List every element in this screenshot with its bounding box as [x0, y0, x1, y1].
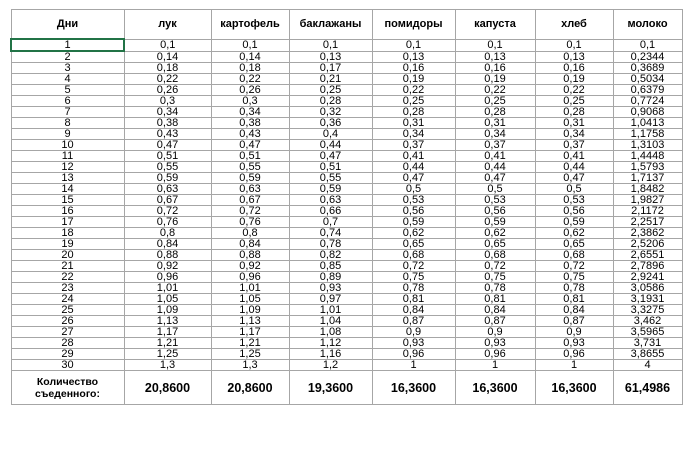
value-cell[interactable]: 0,34: [372, 129, 455, 140]
value-cell[interactable]: 0,76: [124, 217, 211, 228]
value-cell[interactable]: 0,31: [372, 118, 455, 129]
value-cell[interactable]: 1,25: [124, 349, 211, 360]
value-cell[interactable]: 0,75: [535, 272, 613, 283]
day-cell[interactable]: 25: [11, 305, 124, 316]
value-cell[interactable]: 0,28: [455, 107, 535, 118]
day-cell[interactable]: 20: [11, 250, 124, 261]
day-cell[interactable]: 18: [11, 228, 124, 239]
value-cell[interactable]: 0,67: [124, 195, 211, 206]
table-row: [11, 272, 682, 283]
value-cell[interactable]: 3,1931: [613, 294, 682, 305]
value-cell[interactable]: 0,14: [124, 51, 211, 63]
table-row: [11, 162, 682, 173]
table-row: [11, 206, 682, 217]
value-cell[interactable]: 0,1: [613, 39, 682, 51]
day-cell[interactable]: 26: [11, 316, 124, 327]
value-cell[interactable]: 0,55: [124, 162, 211, 173]
value-cell[interactable]: 0,25: [455, 96, 535, 107]
value-cell[interactable]: 0,2344: [613, 51, 682, 63]
value-cell[interactable]: 0,7: [289, 217, 372, 228]
day-cell[interactable]: 10: [11, 140, 124, 151]
value-cell[interactable]: 0,25: [372, 96, 455, 107]
day-cell[interactable]: 1: [11, 39, 124, 51]
value-cell[interactable]: 0,51: [211, 151, 289, 162]
value-cell[interactable]: 0,25: [289, 85, 372, 96]
value-cell[interactable]: 0,22: [535, 85, 613, 96]
day-cell[interactable]: 4: [11, 74, 124, 85]
total-milk[interactable]: 61,4986: [613, 371, 682, 405]
value-cell[interactable]: 0,3689: [613, 63, 682, 74]
value-cell[interactable]: 0,55: [289, 173, 372, 184]
value-cell[interactable]: 0,78: [535, 283, 613, 294]
table-body: [11, 39, 682, 371]
table-row: [11, 294, 682, 305]
day-cell[interactable]: 3: [11, 63, 124, 74]
value-cell[interactable]: 1,3: [211, 360, 289, 371]
value-cell[interactable]: 1,16: [289, 349, 372, 360]
value-cell[interactable]: 0,32: [289, 107, 372, 118]
value-cell[interactable]: 0,34: [455, 129, 535, 140]
value-cell[interactable]: 0,1: [124, 39, 211, 51]
value-cell[interactable]: 0,28: [372, 107, 455, 118]
value-cell[interactable]: 0,47: [455, 173, 535, 184]
day-cell[interactable]: 27: [11, 327, 124, 338]
value-cell[interactable]: 0,72: [455, 261, 535, 272]
value-cell[interactable]: 0,6379: [613, 85, 682, 96]
value-cell[interactable]: 1: [535, 360, 613, 371]
value-cell[interactable]: 0,93: [372, 338, 455, 349]
value-cell[interactable]: 0,65: [372, 239, 455, 250]
table-row: [11, 228, 682, 239]
value-cell[interactable]: 2,2517: [613, 217, 682, 228]
value-cell[interactable]: 1,9827: [613, 195, 682, 206]
value-cell[interactable]: 0,72: [124, 206, 211, 217]
value-cell[interactable]: 0,53: [455, 195, 535, 206]
value-cell[interactable]: 0,81: [535, 294, 613, 305]
value-cell[interactable]: 0,41: [372, 151, 455, 162]
value-cell[interactable]: 3,462: [613, 316, 682, 327]
value-cell[interactable]: 0,37: [535, 140, 613, 151]
value-cell[interactable]: 0,93: [535, 338, 613, 349]
table-row: [11, 239, 682, 250]
total-cabbage[interactable]: 16,3600: [455, 371, 535, 405]
value-cell[interactable]: 0,65: [455, 239, 535, 250]
value-cell[interactable]: 0,5: [372, 184, 455, 195]
value-cell[interactable]: 0,13: [455, 51, 535, 63]
value-cell[interactable]: 1,25: [211, 349, 289, 360]
value-cell[interactable]: 2,6551: [613, 250, 682, 261]
value-cell[interactable]: 0,22: [124, 74, 211, 85]
day-cell[interactable]: 16: [11, 206, 124, 217]
value-cell[interactable]: 0,63: [124, 184, 211, 195]
value-cell[interactable]: 1,05: [211, 294, 289, 305]
table-row: [11, 217, 682, 228]
total-eggplant[interactable]: 19,3600: [289, 371, 372, 405]
value-cell[interactable]: 0,62: [372, 228, 455, 239]
day-cell[interactable]: 17: [11, 217, 124, 228]
total-onion[interactable]: 20,8600: [124, 371, 211, 405]
value-cell[interactable]: 0,14: [211, 51, 289, 63]
day-cell[interactable]: 28: [11, 338, 124, 349]
day-cell[interactable]: 14: [11, 184, 124, 195]
value-cell[interactable]: 1,17: [211, 327, 289, 338]
value-cell[interactable]: 1,21: [124, 338, 211, 349]
header-row: [11, 10, 682, 40]
value-cell[interactable]: 1,4448: [613, 151, 682, 162]
value-cell[interactable]: 0,78: [372, 283, 455, 294]
value-cell[interactable]: 0,47: [372, 173, 455, 184]
value-cell[interactable]: 0,84: [372, 305, 455, 316]
table-row: [11, 173, 682, 184]
value-cell[interactable]: 0,51: [289, 162, 372, 173]
value-cell[interactable]: 0,26: [124, 85, 211, 96]
value-cell[interactable]: 0,74: [289, 228, 372, 239]
value-cell[interactable]: 2,7896: [613, 261, 682, 272]
value-cell[interactable]: 0,43: [124, 129, 211, 140]
value-cell[interactable]: 0,7724: [613, 96, 682, 107]
value-cell[interactable]: 0,87: [535, 316, 613, 327]
table-row: [11, 107, 682, 118]
day-cell[interactable]: 21: [11, 261, 124, 272]
header-cell-potato[interactable]: картофель: [211, 10, 289, 40]
day-cell[interactable]: 11: [11, 151, 124, 162]
value-cell[interactable]: 4: [613, 360, 682, 371]
value-cell[interactable]: 0,84: [455, 305, 535, 316]
value-cell[interactable]: 0,37: [455, 140, 535, 151]
value-cell[interactable]: 0,3: [124, 96, 211, 107]
value-cell[interactable]: 0,59: [455, 217, 535, 228]
value-cell[interactable]: 0,56: [455, 206, 535, 217]
value-cell[interactable]: 1,05: [124, 294, 211, 305]
value-cell[interactable]: 1,12: [289, 338, 372, 349]
value-cell[interactable]: 0,59: [289, 184, 372, 195]
value-cell[interactable]: 0,89: [289, 272, 372, 283]
value-cell[interactable]: 0,66: [289, 206, 372, 217]
value-cell[interactable]: 2,9241: [613, 272, 682, 283]
value-cell[interactable]: 1,04: [289, 316, 372, 327]
value-cell[interactable]: 0,26: [211, 85, 289, 96]
value-cell[interactable]: 0,3: [211, 96, 289, 107]
value-cell[interactable]: 0,51: [124, 151, 211, 162]
value-cell[interactable]: 0,85: [289, 261, 372, 272]
value-cell[interactable]: 0,13: [372, 51, 455, 63]
value-cell[interactable]: 0,88: [211, 250, 289, 261]
value-cell[interactable]: 0,41: [455, 151, 535, 162]
value-cell[interactable]: 0,59: [372, 217, 455, 228]
value-cell[interactable]: 0,28: [289, 96, 372, 107]
value-cell[interactable]: 0,22: [211, 74, 289, 85]
value-cell[interactable]: 0,47: [211, 140, 289, 151]
total-tomato[interactable]: 16,3600: [372, 371, 455, 405]
value-cell[interactable]: 0,55: [211, 162, 289, 173]
value-cell[interactable]: 0,41: [535, 151, 613, 162]
value-cell[interactable]: 0,47: [124, 140, 211, 151]
day-cell[interactable]: 8: [11, 118, 124, 129]
table-row: [11, 283, 682, 294]
day-cell[interactable]: 13: [11, 173, 124, 184]
header-cell-onion[interactable]: лук: [124, 10, 211, 40]
value-cell[interactable]: 0,38: [124, 118, 211, 129]
value-cell[interactable]: 0,21: [289, 74, 372, 85]
value-cell[interactable]: 0,76: [211, 217, 289, 228]
value-cell[interactable]: 3,8655: [613, 349, 682, 360]
value-cell[interactable]: 0,5034: [613, 74, 682, 85]
value-cell[interactable]: 1,7137: [613, 173, 682, 184]
totals-label[interactable]: Количество съеденного:: [11, 371, 124, 405]
table-row: [11, 51, 682, 63]
value-cell[interactable]: 3,3275: [613, 305, 682, 316]
value-cell[interactable]: 0,88: [124, 250, 211, 261]
table-row: [11, 184, 682, 195]
value-cell[interactable]: 0,44: [372, 162, 455, 173]
day-cell[interactable]: 7: [11, 107, 124, 118]
value-cell[interactable]: 1,09: [124, 305, 211, 316]
value-cell[interactable]: 0,5: [455, 184, 535, 195]
header-cell-days[interactable]: Дни: [11, 10, 124, 40]
header-cell-cabbage[interactable]: капуста: [455, 10, 535, 40]
value-cell[interactable]: 0,38: [211, 118, 289, 129]
value-cell[interactable]: 0,17: [289, 63, 372, 74]
value-cell[interactable]: 0,9: [535, 327, 613, 338]
value-cell[interactable]: 0,9: [372, 327, 455, 338]
value-cell[interactable]: 0,72: [211, 206, 289, 217]
value-cell[interactable]: 0,22: [372, 85, 455, 96]
day-cell[interactable]: 15: [11, 195, 124, 206]
table-row: [11, 39, 682, 51]
value-cell[interactable]: 0,13: [535, 51, 613, 63]
day-cell[interactable]: 24: [11, 294, 124, 305]
value-cell[interactable]: 0,93: [455, 338, 535, 349]
value-cell[interactable]: 0,87: [455, 316, 535, 327]
value-cell[interactable]: 0,4: [289, 129, 372, 140]
value-cell[interactable]: 0,62: [535, 228, 613, 239]
value-cell[interactable]: 0,68: [455, 250, 535, 261]
value-cell[interactable]: 0,16: [535, 63, 613, 74]
table-row: [11, 85, 682, 96]
day-cell[interactable]: 12: [11, 162, 124, 173]
day-cell[interactable]: 6: [11, 96, 124, 107]
value-cell[interactable]: 1,09: [211, 305, 289, 316]
value-cell[interactable]: 1,5793: [613, 162, 682, 173]
value-cell[interactable]: 0,19: [372, 74, 455, 85]
total-bread[interactable]: 16,3600: [535, 371, 613, 405]
table-row: [11, 349, 682, 360]
table-row: [11, 305, 682, 316]
value-cell[interactable]: 0,47: [535, 173, 613, 184]
header-cell-tomato[interactable]: помидоры: [372, 10, 455, 40]
value-cell[interactable]: 0,5: [535, 184, 613, 195]
totals-row: [11, 371, 682, 405]
value-cell[interactable]: 1,0413: [613, 118, 682, 129]
header-cell-eggplant[interactable]: баклажаны: [289, 10, 372, 40]
value-cell[interactable]: 1,01: [289, 305, 372, 316]
value-cell[interactable]: 0,1: [455, 39, 535, 51]
value-cell[interactable]: 0,75: [455, 272, 535, 283]
header-cell-bread[interactable]: хлеб: [535, 10, 613, 40]
value-cell[interactable]: 0,62: [455, 228, 535, 239]
total-potato[interactable]: 20,8600: [211, 371, 289, 405]
day-cell[interactable]: 19: [11, 239, 124, 250]
value-cell[interactable]: 0,84: [211, 239, 289, 250]
value-cell[interactable]: 0,22: [455, 85, 535, 96]
day-cell[interactable]: 29: [11, 349, 124, 360]
value-cell[interactable]: 0,92: [211, 261, 289, 272]
value-cell[interactable]: 0,59: [124, 173, 211, 184]
table-row: [11, 140, 682, 151]
value-cell[interactable]: 0,67: [211, 195, 289, 206]
value-cell[interactable]: 0,37: [372, 140, 455, 151]
spreadsheet: [10, 9, 683, 405]
table-row: [11, 63, 682, 74]
value-cell[interactable]: 0,96: [372, 349, 455, 360]
value-cell[interactable]: 0,1: [372, 39, 455, 51]
value-cell[interactable]: 0,31: [455, 118, 535, 129]
value-cell[interactable]: 0,8: [124, 228, 211, 239]
value-cell[interactable]: 0,43: [211, 129, 289, 140]
value-cell[interactable]: 0,36: [289, 118, 372, 129]
value-cell[interactable]: 0,68: [535, 250, 613, 261]
day-cell[interactable]: 30: [11, 360, 124, 371]
value-cell[interactable]: 0,82: [289, 250, 372, 261]
day-cell[interactable]: 5: [11, 85, 124, 96]
value-cell[interactable]: 0,68: [372, 250, 455, 261]
table-row: [11, 118, 682, 129]
value-cell[interactable]: 1,1758: [613, 129, 682, 140]
value-cell[interactable]: 0,72: [372, 261, 455, 272]
value-cell[interactable]: 0,16: [372, 63, 455, 74]
value-cell[interactable]: 0,31: [535, 118, 613, 129]
table-row: [11, 151, 682, 162]
value-cell[interactable]: 0,56: [372, 206, 455, 217]
value-cell[interactable]: 0,96: [211, 272, 289, 283]
value-cell[interactable]: 0,47: [289, 151, 372, 162]
value-cell[interactable]: 0,59: [535, 217, 613, 228]
value-cell[interactable]: 0,18: [211, 63, 289, 74]
value-cell[interactable]: 3,5965: [613, 327, 682, 338]
value-cell[interactable]: 0,84: [535, 305, 613, 316]
value-cell[interactable]: 0,1: [211, 39, 289, 51]
day-cell[interactable]: 22: [11, 272, 124, 283]
value-cell[interactable]: 2,3862: [613, 228, 682, 239]
value-cell[interactable]: 0,72: [535, 261, 613, 272]
day-cell[interactable]: 23: [11, 283, 124, 294]
value-cell[interactable]: 0,44: [535, 162, 613, 173]
table-row: [11, 261, 682, 272]
value-cell[interactable]: 3,0586: [613, 283, 682, 294]
value-cell[interactable]: 3,731: [613, 338, 682, 349]
value-cell[interactable]: 0,25: [535, 96, 613, 107]
value-cell[interactable]: 1,08: [289, 327, 372, 338]
value-cell[interactable]: 0,44: [289, 140, 372, 151]
table-row: [11, 338, 682, 349]
table-row: [11, 250, 682, 261]
value-cell[interactable]: 0,16: [455, 63, 535, 74]
value-cell[interactable]: 2,1172: [613, 206, 682, 217]
value-cell[interactable]: 1,13: [211, 316, 289, 327]
value-cell[interactable]: 0,56: [535, 206, 613, 217]
day-cell[interactable]: 2: [11, 51, 124, 63]
header-cell-milk[interactable]: молоко: [613, 10, 682, 40]
value-cell[interactable]: 0,19: [455, 74, 535, 85]
value-cell[interactable]: 0,81: [455, 294, 535, 305]
value-cell[interactable]: 1: [455, 360, 535, 371]
value-cell[interactable]: 0,53: [372, 195, 455, 206]
value-cell[interactable]: 0,44: [455, 162, 535, 173]
value-cell[interactable]: 0,59: [211, 173, 289, 184]
data-table: [10, 9, 683, 405]
value-cell[interactable]: 0,75: [372, 272, 455, 283]
table-row: [11, 360, 682, 371]
day-cell[interactable]: 9: [11, 129, 124, 140]
value-cell[interactable]: 0,34: [535, 129, 613, 140]
value-cell[interactable]: 0,1: [289, 39, 372, 51]
value-cell[interactable]: 0,81: [372, 294, 455, 305]
value-cell[interactable]: 0,65: [535, 239, 613, 250]
value-cell[interactable]: 0,92: [124, 261, 211, 272]
value-cell[interactable]: 1,8482: [613, 184, 682, 195]
value-cell[interactable]: 1,01: [124, 283, 211, 294]
value-cell[interactable]: 0,1: [535, 39, 613, 51]
table-row: [11, 316, 682, 327]
value-cell[interactable]: 1,3103: [613, 140, 682, 151]
value-cell[interactable]: 0,97: [289, 294, 372, 305]
table-row: [11, 129, 682, 140]
value-cell[interactable]: 0,9068: [613, 107, 682, 118]
table-row: [11, 74, 682, 85]
value-cell[interactable]: 0,53: [535, 195, 613, 206]
value-cell[interactable]: 1,01: [211, 283, 289, 294]
value-cell[interactable]: 0,87: [372, 316, 455, 327]
value-cell[interactable]: 0,96: [455, 349, 535, 360]
value-cell[interactable]: 1,3: [124, 360, 211, 371]
value-cell[interactable]: 1,21: [211, 338, 289, 349]
value-cell[interactable]: 0,93: [289, 283, 372, 294]
value-cell[interactable]: 0,96: [124, 272, 211, 283]
value-cell[interactable]: 0,8: [211, 228, 289, 239]
value-cell[interactable]: 0,96: [535, 349, 613, 360]
value-cell[interactable]: 0,28: [535, 107, 613, 118]
value-cell[interactable]: 0,34: [211, 107, 289, 118]
value-cell[interactable]: 0,84: [124, 239, 211, 250]
value-cell[interactable]: 0,13: [289, 51, 372, 63]
value-cell[interactable]: 0,19: [535, 74, 613, 85]
value-cell[interactable]: 0,34: [124, 107, 211, 118]
value-cell[interactable]: 1,17: [124, 327, 211, 338]
value-cell[interactable]: 0,63: [289, 195, 372, 206]
value-cell[interactable]: 1,2: [289, 360, 372, 371]
value-cell[interactable]: 0,78: [455, 283, 535, 294]
table-row: [11, 327, 682, 338]
value-cell[interactable]: 1,13: [124, 316, 211, 327]
value-cell[interactable]: 0,9: [455, 327, 535, 338]
value-cell[interactable]: 0,78: [289, 239, 372, 250]
table-row: [11, 195, 682, 206]
value-cell[interactable]: 0,18: [124, 63, 211, 74]
value-cell[interactable]: 1: [372, 360, 455, 371]
table-row: [11, 96, 682, 107]
value-cell[interactable]: 2,5206: [613, 239, 682, 250]
value-cell[interactable]: 0,63: [211, 184, 289, 195]
